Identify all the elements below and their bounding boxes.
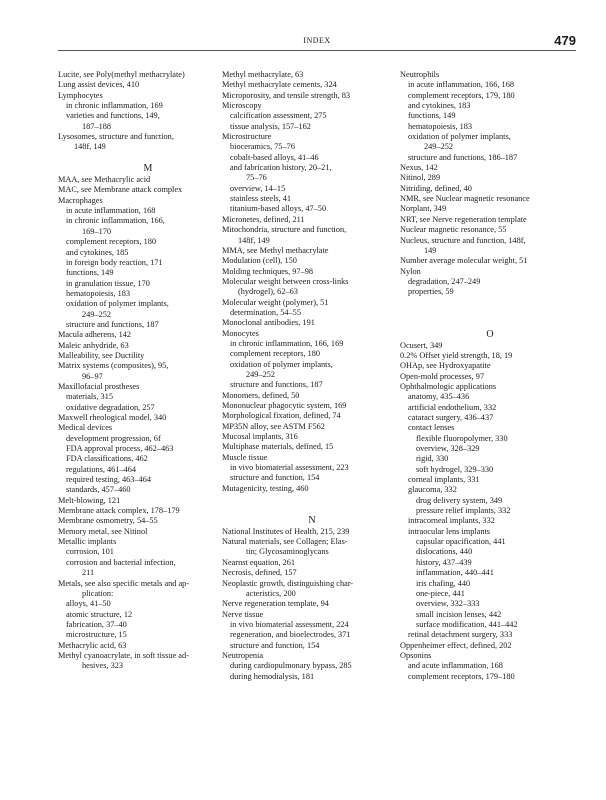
index-subentry: materials, 315 (66, 392, 114, 402)
spacer (400, 318, 580, 328)
index-subentry: oxidation of polymer implants, (66, 299, 169, 309)
index-subentry: complement receptors, 180 (230, 349, 321, 359)
index-subentry: history, 437–439 (416, 557, 472, 567)
index-subentry: small incision lenses, 442 (416, 609, 502, 619)
index-entry: Mucosal implants, 316 (222, 432, 298, 442)
index-entry: Maxillofacial prostheses (58, 381, 140, 391)
index-entry: Micronetes, defined, 211 (222, 214, 305, 224)
index-subentry: corrosion and bacterial infection, (66, 557, 176, 567)
index-entry: Open-mold processes, 97 (400, 371, 485, 381)
index-entry: Nitinol, 289 (400, 173, 441, 183)
index-subentry: plication: (82, 588, 114, 598)
index-entry: Lung assist devices, 410 (58, 80, 140, 90)
index-subentry: standards, 457–460 (66, 485, 131, 495)
index-entry: Malleability, see Ductility (58, 350, 145, 360)
index-subentry: cataract surgery, 436–437 (408, 413, 494, 422)
index-subentry: retinal detachment surgery, 333 (408, 630, 513, 640)
index-entry: Microstructure (222, 132, 272, 142)
index-subentry: cobalt-based alloys, 41–46 (230, 152, 319, 162)
index-entry: Maleic anhydride, 63 (58, 340, 129, 350)
index-entry: Melt-blowing, 121 (58, 495, 121, 505)
index-entry: Muscle tissue (222, 452, 268, 462)
index-entry: Mutagenicity, testing, 460 (222, 483, 309, 493)
index-subentry: 96–97 (82, 371, 103, 381)
index-entry: Molecular weight between cross-links (222, 276, 349, 286)
index-subentry: 249–252 (82, 309, 112, 319)
index-entry: Macula adherens, 142 (58, 330, 132, 340)
index-subentry: one-piece, 441 (416, 588, 465, 598)
index-subentry: surface modification, 441–442 (416, 619, 518, 629)
section-letter: O (486, 328, 494, 340)
index-subentry: structure and function, 154 (230, 640, 320, 650)
index-subentry: rigid, 330 (416, 454, 449, 464)
index-entry: Membrane osmometry, 54–55 (58, 516, 158, 526)
index-subentry: hesives, 323 (82, 661, 124, 671)
index-subentry: FDA approval process, 462–463 (66, 444, 174, 454)
index-subentry: properties, 59 (408, 287, 454, 297)
index-subentry: determination, 54–55 (230, 307, 301, 317)
index-entry: Ocusert, 349 (400, 340, 443, 350)
index-entry: Nerve tissue (222, 609, 264, 619)
index-subentry: (hydrogel), 62–63 (238, 287, 298, 297)
index-entry: Methyl methacrylate cements, 324 (222, 80, 337, 90)
index-subentry: atomic structure, 12 (66, 609, 133, 619)
index-subentry: tissue analysis, 157–162 (230, 121, 311, 131)
index-subentry: and cytokines, 183 (408, 101, 471, 111)
index-entry: Multiphase materials, defined, 15 (222, 442, 334, 452)
index-subentry: during hemodialysis, 181 (230, 671, 315, 681)
index-subentry: complement receptors, 179, 180 (408, 90, 515, 100)
index-entry: Microscopy (222, 101, 262, 111)
spacer (400, 298, 580, 308)
index-entry: Neoplastic growth, distinguishing char- (222, 578, 354, 588)
spacer (222, 504, 402, 514)
index-entry: Monoclonal antibodies, 191 (222, 318, 315, 328)
index-subentry: in acute inflammation, 166, 168 (408, 80, 514, 90)
index-subentry: in chronic inflammation, 166, (66, 216, 165, 226)
index-subentry: 169–170 (82, 226, 112, 236)
index-entry: MAC, see Membrane attack complex (58, 185, 183, 195)
index-subentry: anatomy, 435–436 (408, 392, 470, 402)
index-subentry: fabrication, 37–40 (66, 619, 127, 629)
index-subentry: soft hydrogel, 329–330 (416, 464, 494, 474)
index-subentry: 249–252 (424, 142, 454, 152)
index-entry: Methacrylic acid, 63 (58, 640, 127, 650)
index-entry: Molding techniques, 97–98 (222, 266, 314, 276)
index-subentry: complement receptors, 179–180 (408, 671, 515, 681)
index-subentry: 148f, 149 (238, 235, 270, 245)
index-subentry: hematopoiesis, 183 (66, 288, 131, 298)
index-entry: Morphological fixation, defined, 74 (222, 411, 341, 421)
index-subentry: tin; Glycosaminoglycans (246, 547, 329, 557)
index-subentry: 148f, 149 (74, 142, 106, 152)
index-subentry: flexible fluoropolymer, 330 (416, 433, 508, 443)
index-entry: Monomers, defined, 50 (222, 390, 300, 400)
index-entry: Neutropenia (222, 650, 264, 660)
index-entry: Nuclear magnetic resonance, 55 (400, 225, 507, 235)
index-subentry: during cardiopulmonary bypass, 285 (230, 661, 352, 671)
index-subentry: functions, 149 (408, 111, 456, 121)
index-entry: National Institutes of Health, 215, 239 (222, 526, 350, 536)
index-column-1 (58, 70, 238, 672)
index-entry: Nexus, 142 (400, 163, 438, 173)
index-subentry: iris chafing, 440 (416, 578, 471, 588)
index-subentry: varieties and functions, 149, (66, 111, 160, 121)
index-subentry: overview, 332–333 (416, 599, 480, 609)
index-entry: Modulation (cell), 150 (222, 256, 297, 266)
index-entry: MAA, see Methacrylic acid (58, 175, 151, 185)
index-entry: Memory metal, see Nitinol (58, 526, 148, 536)
index-entry: Microporosity, and tensile strength, 83 (222, 90, 351, 100)
index-entry: Lysosomes, structure and function, (58, 132, 174, 142)
index-subentry: glaucoma, 332 (408, 485, 457, 495)
index-entry: Methyl methacrylate, 63 (222, 70, 304, 79)
index-entry: Medical devices (58, 423, 113, 433)
index-entry: Opsonins (400, 650, 432, 660)
index-subentry: titanium-based alloys, 47–50 (230, 204, 327, 214)
index-subentry: in vivo biomaterial assessment, 224 (230, 619, 349, 629)
section-letter: N (308, 514, 316, 526)
index-subentry: 75–76 (246, 173, 267, 183)
index-subentry: inflammation, 440–441 (416, 568, 494, 578)
index-subentry: FDA classifications, 462 (66, 454, 148, 464)
index-entry: Membrane attack complex, 178–179 (58, 506, 180, 516)
index-subentry: corneal implants, 331 (408, 475, 480, 485)
index-entry: Methyl cyanoacrylate, in soft tissue ad- (58, 650, 189, 660)
header-rule (58, 50, 576, 51)
index-subentry: calcification assessment, 275 (230, 111, 327, 121)
index-entry: Nerve regeneration template, 94 (222, 599, 329, 609)
index-subentry: structure and functions, 187 (230, 380, 323, 390)
index-subentry: structure and function, 154 (230, 473, 320, 483)
index-subentry: and acute inflammation, 168 (408, 661, 503, 671)
index-entry: MP35N alloy, see ASTM F562 (222, 421, 325, 431)
index-subentry: in foreign body reaction, 171 (66, 257, 163, 267)
index-entry: Oppenheimer effect, defined, 202 (400, 640, 512, 650)
index-subentry: stainless steels, 41 (230, 194, 292, 204)
running-title: INDEX (303, 36, 331, 45)
index-entry: Macrophages (58, 195, 103, 205)
index-subentry: overview, 328–329 (416, 444, 480, 454)
index-entry: Lucite, see Poly(methyl methacrylate) (58, 70, 185, 79)
index-entry: Number average molecular weight, 51 (400, 256, 528, 266)
index-entry: Mitochondria, structure and function, (222, 225, 347, 235)
index-entry: OHAp, see Hydroxyapatite (400, 361, 491, 371)
index-subentry: oxidation of polymer implants, (230, 359, 333, 369)
index-subentry: development progression, 6f (66, 433, 161, 443)
index-subentry: drug delivery system, 349 (416, 495, 503, 505)
index-entry: Molecular weight (polymer), 51 (222, 297, 329, 307)
index-subentry: in chronic inflammation, 169 (66, 101, 163, 111)
spacer (222, 494, 402, 504)
index-subentry: degradation, 247–249 (408, 276, 481, 286)
spacer (58, 153, 238, 163)
page-number: 479 (554, 33, 576, 48)
index-entry: Necrosis, defined, 157 (222, 568, 297, 578)
index-subentry: and cytokines, 185 (66, 247, 129, 257)
index-subentry: intraocular lens implants (408, 526, 491, 536)
index-subentry: overview, 14–15 (230, 183, 286, 193)
index-subentry: oxidative degradation, 257 (66, 402, 155, 412)
section-letter: M (143, 163, 153, 175)
index-subentry: in acute inflammation, 168 (66, 206, 156, 216)
index-subentry: acteristics, 200 (246, 588, 296, 598)
index-subentry: regeneration, and bioelectrodes, 371 (230, 630, 351, 640)
index-entry: Ophthalmologic applications (400, 381, 497, 391)
index-subentry: contact lenses (408, 423, 455, 433)
index-entry: Metallic implants (58, 537, 117, 547)
index-entry: Mononuclear phagocytic system, 169 (222, 401, 347, 410)
index-entry: MMA, see Methyl methacrylate (222, 245, 329, 255)
index-subentry: corrosion, 101 (66, 547, 114, 557)
index-entry: Nucleus, structure and function, 148f, (400, 235, 526, 245)
index-subentry: structure and functions, 186–187 (408, 152, 518, 162)
index-entry: Nearnst equation, 261 (222, 557, 296, 567)
index-subentry: bioceramics, 75–76 (230, 142, 295, 152)
index-entry: Monocytes (222, 328, 259, 338)
index-subentry: functions, 149 (66, 268, 114, 278)
index-entry: Neutrophils (400, 70, 440, 79)
index-entry: Lymphocytes (58, 90, 103, 100)
index-subentry: dislocations, 440 (416, 547, 473, 557)
index-subentry: in chronic inflammation, 166, 169 (230, 338, 344, 348)
index-entry: NRT, see Nerve regeneration template (400, 214, 527, 224)
index-entry: Metals, see also specific metals and ap- (58, 578, 190, 588)
index-entry: Nylon (400, 266, 421, 276)
index-entry: Maxwell rheological model, 340 (58, 413, 167, 422)
index-subentry: hematopoiesis, 183 (408, 121, 473, 131)
index-subentry: and fabrication history, 20–21, (230, 163, 332, 173)
index-entry: NMR, see Nuclear magnetic resonance (400, 194, 530, 204)
spacer (400, 308, 580, 318)
index-subentry: artificial endothelium, 332 (408, 402, 497, 412)
index-entry: 0.2% Offset yield strength, 18, 19 (400, 350, 513, 360)
index-subentry: complement receptors, 180 (66, 237, 157, 247)
index-subentry: in granulation tissue, 170 (66, 278, 150, 288)
index-column-3 (400, 70, 580, 682)
index-subentry: 211 (82, 568, 95, 578)
index-subentry: pressure relief implants, 332 (416, 506, 511, 516)
index-subentry: in vivo biomaterial assessment, 223 (230, 463, 349, 473)
index-entry: Nitriding, defined, 40 (400, 183, 472, 193)
index-column-2 (222, 70, 402, 682)
index-entry: Natural materials, see Collagen; Elas- (222, 537, 348, 547)
index-subentry: microstructure, 15 (66, 630, 127, 640)
index-entry: Matrix systems (composites), 95, (58, 361, 169, 371)
index-subentry: structure and functions, 187 (66, 319, 159, 329)
index-subentry: intracorneal implants, 332 (408, 516, 495, 526)
index-subentry: oxidation of polymer implants, (408, 132, 511, 142)
index-subentry: 187–188 (82, 121, 112, 131)
index-subentry: required testing, 463–464 (66, 475, 152, 485)
index-subentry: 149 (424, 245, 437, 255)
index-entry: Norplant, 349 (400, 204, 447, 214)
index-subentry: 249–252 (246, 369, 276, 379)
index-subentry: alloys, 41–50 (66, 599, 111, 609)
index-subentry: regulations, 461–464 (66, 464, 137, 474)
index-subentry: capsular opacification, 441 (416, 537, 506, 547)
